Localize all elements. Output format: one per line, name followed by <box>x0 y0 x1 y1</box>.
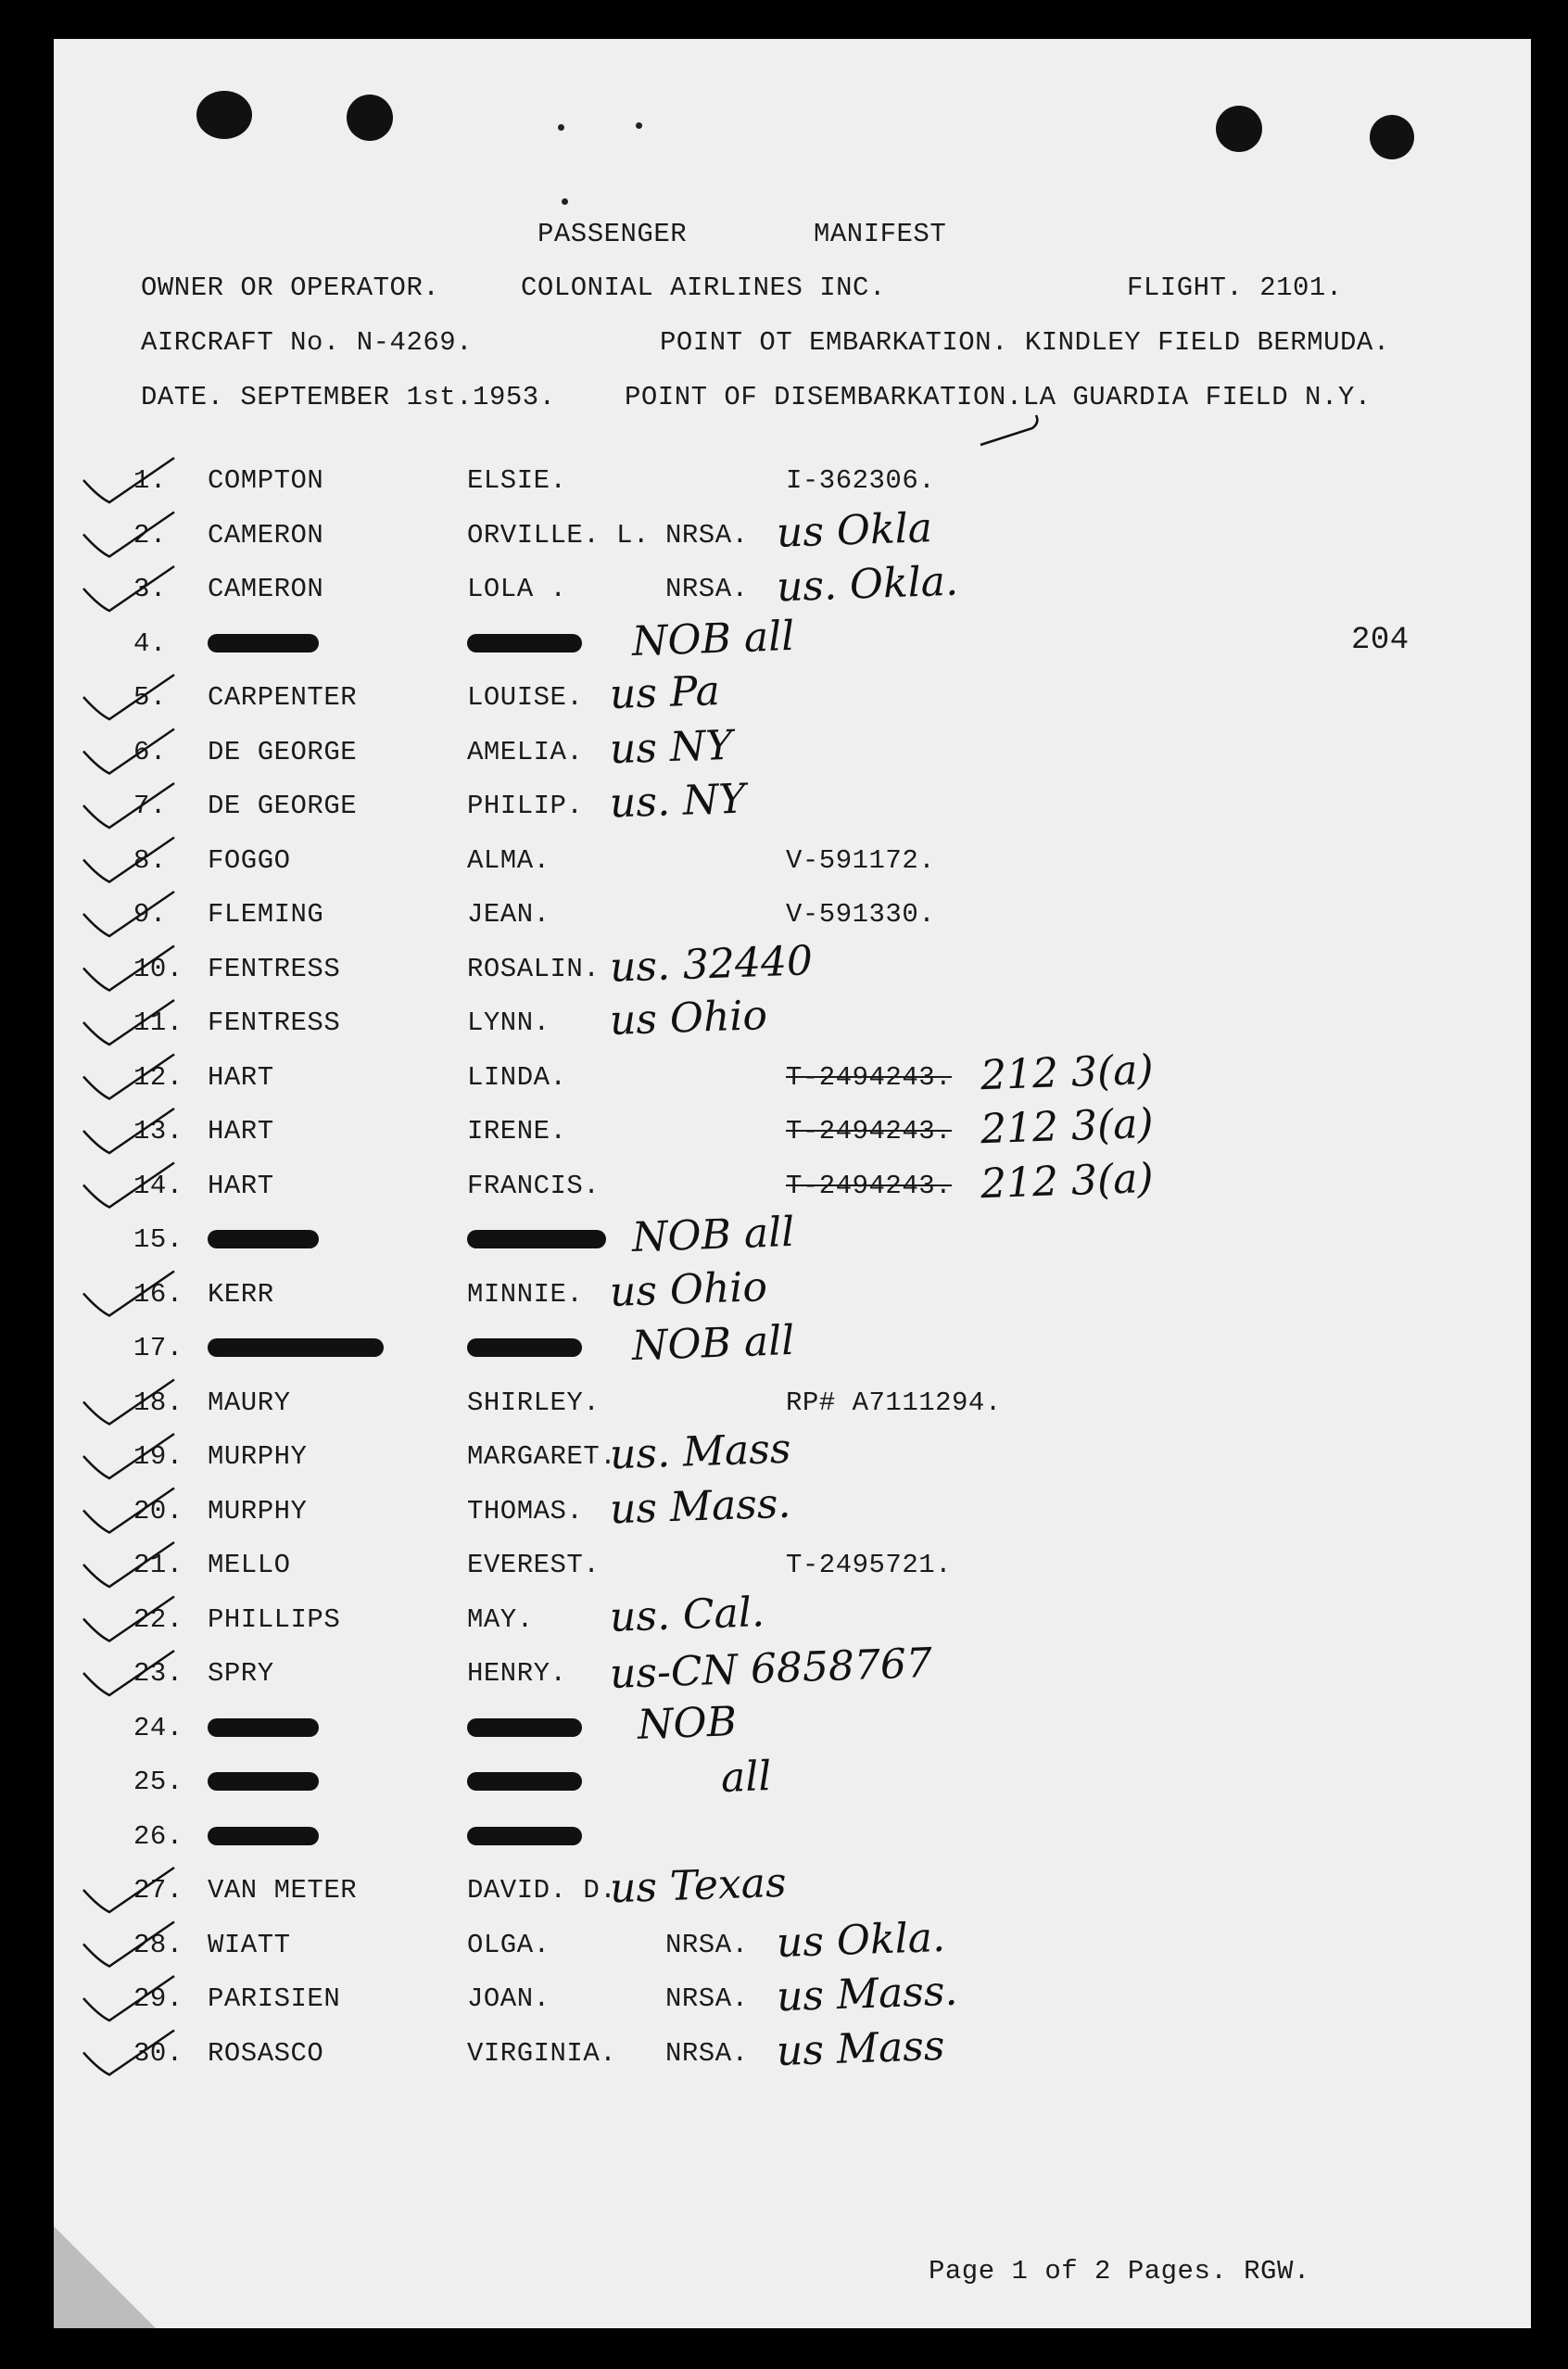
folded-corner <box>54 2226 156 2328</box>
row-number: 15. <box>133 1224 183 1255</box>
row-number: 1. <box>133 465 167 496</box>
row-number: 14. <box>133 1170 183 1201</box>
first-name: SHIRLEY. <box>467 1387 601 1418</box>
row-number: 4. <box>133 627 167 659</box>
checkmark <box>83 1108 174 1153</box>
citizenship-status: NRSA. <box>665 574 749 604</box>
first-name: PHILIP. <box>467 791 584 821</box>
first-name: DAVID. D. <box>467 1875 617 1906</box>
row-number: 6. <box>133 736 167 767</box>
owner-label: OWNER OR OPERATOR. <box>141 272 440 303</box>
manifest-date: DATE. SEPTEMBER 1st.1953. <box>141 382 556 412</box>
handwritten-note: NOB <box>637 1697 738 1749</box>
handwritten-note: us. 32440 <box>609 936 814 992</box>
first-name: JEAN. <box>467 899 550 930</box>
handwritten-note: 212 3(a) <box>980 1045 1155 1099</box>
first-name: IRENE. <box>467 1116 567 1146</box>
checkmark <box>83 1976 174 2021</box>
checkmark <box>83 1651 174 1695</box>
last-name: VAN METER <box>208 1875 358 1906</box>
last-name: CAMERON <box>208 519 324 551</box>
checkmark <box>83 729 174 774</box>
handwritten-note: all <box>720 1753 773 1802</box>
handwritten-note: NOB all <box>631 1316 796 1371</box>
first-name: MINNIE. <box>467 1278 584 1310</box>
checkmark <box>83 458 174 502</box>
citizenship-status: NRSA. <box>665 2037 749 2069</box>
last-name: SPRY <box>208 1658 274 1689</box>
row-number: 21. <box>133 1550 183 1580</box>
row-number: 29. <box>133 1983 183 2014</box>
last-name: FENTRESS <box>208 1007 341 1038</box>
row-number: 16. <box>133 1278 183 1310</box>
last-name: PARISIEN <box>208 1983 341 2014</box>
row-number: 20. <box>133 1495 183 1527</box>
row-number: 18. <box>133 1387 183 1418</box>
handwritten-note: us Texas <box>609 1858 788 1913</box>
handwritten-note: us. Okla. <box>776 557 959 612</box>
first-name: THOMAS. <box>467 1495 584 1527</box>
row-number: 22. <box>133 1603 183 1635</box>
checkmark <box>83 946 174 991</box>
title-passenger: PASSENGER <box>537 219 688 249</box>
checkmark <box>83 1163 174 1208</box>
document-number: V-591172. <box>786 844 936 876</box>
first-name: AMELIA. <box>467 736 584 767</box>
checkmark <box>980 415 1037 445</box>
row-number: 8. <box>133 844 167 876</box>
last-name: HART <box>208 1061 274 1093</box>
last-name: CAMERON <box>208 574 324 604</box>
first-name: ALMA. <box>467 844 550 876</box>
last-name: MURPHY <box>208 1495 308 1527</box>
first-name: EVEREST. <box>467 1550 601 1580</box>
last-name: DE GEORGE <box>208 736 358 767</box>
handwritten-note: us Mass. <box>609 1479 792 1533</box>
document-number: T-2494243. <box>786 1061 953 1093</box>
checkmark <box>83 838 174 882</box>
first-name: MAY. <box>467 1603 534 1635</box>
row-number: 11. <box>133 1007 183 1038</box>
row-number: 24. <box>133 1712 183 1743</box>
row-number: 12. <box>133 1061 183 1093</box>
page-number-stamp: 204 <box>1351 623 1410 658</box>
handwritten-note: us. NY <box>609 775 747 828</box>
last-name: PHILLIPS <box>208 1603 341 1635</box>
row-number: 13. <box>133 1116 183 1146</box>
checkmark <box>83 1272 174 1316</box>
first-name: ORVILLE. L. <box>467 519 650 551</box>
first-name: MARGARET. <box>467 1441 617 1472</box>
last-name: HART <box>208 1116 274 1146</box>
checkmark <box>83 2031 174 2075</box>
row-number: 7. <box>133 791 167 821</box>
handwritten-note: us Mass. <box>776 1967 959 2021</box>
checkmark <box>83 1542 174 1587</box>
checkmark <box>83 1489 174 1533</box>
handwritten-note: us NY <box>609 721 734 773</box>
handwritten-note: us Pa <box>609 666 721 719</box>
last-name: FOGGO <box>208 844 291 876</box>
row-number: 3. <box>133 574 167 604</box>
last-name: WIATT <box>208 1929 291 1960</box>
aircraft-number: AIRCRAFT No. N-4269. <box>141 327 474 358</box>
checkmark <box>83 675 174 719</box>
first-name: ELSIE. <box>467 465 567 496</box>
last-name: KERR <box>208 1278 274 1310</box>
handwritten-note: us-CN 6858767 <box>609 1639 933 1699</box>
citizenship-status: NRSA. <box>665 1983 749 2014</box>
first-name: LOLA . <box>467 574 567 604</box>
last-name: MELLO <box>208 1550 291 1580</box>
last-name: MURPHY <box>208 1441 308 1472</box>
citizenship-status: NRSA. <box>665 519 749 551</box>
checkmark <box>83 1597 174 1641</box>
row-number: 19. <box>133 1441 183 1472</box>
first-name: JOAN. <box>467 1983 550 2014</box>
row-number: 2. <box>133 519 167 551</box>
first-name: LYNN. <box>467 1007 550 1038</box>
first-name: LOUISE. <box>467 682 584 713</box>
checkmark <box>83 566 174 611</box>
last-name: CARPENTER <box>208 682 358 713</box>
row-number: 28. <box>133 1929 183 1960</box>
title-manifest: MANIFEST <box>814 219 947 249</box>
point-of-embarkation: POINT OT EMBARKATION. KINDLEY FIELD BERMUDA. <box>660 327 1390 358</box>
handwritten-note: NOB all <box>631 1208 796 1262</box>
manifest-page <box>54 39 1531 2328</box>
last-name: ROSASCO <box>208 2037 324 2069</box>
checkmarks-layer <box>54 39 1531 2328</box>
first-name: ROSALIN. <box>467 953 601 984</box>
row-number: 26. <box>133 1820 183 1852</box>
first-name: OLGA. <box>467 1929 550 1960</box>
checkmark <box>83 513 174 557</box>
checkmark <box>83 783 174 828</box>
document-number: V-591330. <box>786 899 936 930</box>
footer-page-count: Page 1 of 2 Pages. RGW. <box>929 2256 1310 2287</box>
checkmark <box>83 1000 174 1045</box>
checkmark <box>83 1922 174 1967</box>
handwritten-note: us Ohio <box>609 1262 768 1316</box>
document-number: I-362306. <box>786 465 936 496</box>
row-number: 10. <box>133 953 183 984</box>
handwritten-note: us. Cal. <box>609 1588 765 1641</box>
handwritten-note: 212 3(a) <box>980 1154 1155 1208</box>
checkmark <box>83 1380 174 1425</box>
last-name: HART <box>208 1170 274 1201</box>
handwritten-note: us Ohio <box>609 992 768 1045</box>
document-number: T-2495721. <box>786 1550 953 1580</box>
handwritten-note: us Okla <box>776 503 933 557</box>
citizenship-status: NRSA. <box>665 1929 749 1960</box>
row-number: 5. <box>133 682 167 713</box>
row-number: 25. <box>133 1767 183 1797</box>
handwritten-note: us. Mass <box>609 1425 792 1479</box>
handwritten-note: us Mass <box>776 2021 946 2075</box>
first-name: LINDA. <box>467 1061 567 1093</box>
handwritten-note: us Okla. <box>776 1913 946 1967</box>
last-name: COMPTON <box>208 465 324 496</box>
document-number: RP# A7111294. <box>786 1387 1002 1418</box>
document-number: T-2494243. <box>786 1116 953 1146</box>
flight-number: FLIGHT. 2101. <box>1127 272 1343 303</box>
first-name: VIRGINIA. <box>467 2037 617 2069</box>
owner-value: COLONIAL AIRLINES INC. <box>521 272 886 303</box>
last-name: FLEMING <box>208 899 324 930</box>
first-name: HENRY. <box>467 1658 567 1689</box>
row-number: 27. <box>133 1875 183 1906</box>
row-number: 9. <box>133 899 167 930</box>
row-number: 23. <box>133 1658 183 1689</box>
checkmark <box>83 892 174 936</box>
point-of-disembarkation: POINT OF DISEMBARKATION.LA GUARDIA FIELD N.Y. <box>625 382 1372 412</box>
checkmark <box>83 1434 174 1478</box>
first-name: FRANCIS. <box>467 1170 601 1201</box>
last-name: DE GEORGE <box>208 791 358 821</box>
last-name: MAURY <box>208 1387 291 1418</box>
checkmark <box>83 1868 174 1912</box>
row-number: 30. <box>133 2037 183 2069</box>
row-number: 17. <box>133 1333 183 1363</box>
handwritten-note: 212 3(a) <box>980 1099 1155 1154</box>
document-number: T-2494243. <box>786 1170 953 1201</box>
handwritten-note: NOB all <box>631 612 796 665</box>
checkmark <box>83 1055 174 1099</box>
last-name: FENTRESS <box>208 953 341 984</box>
